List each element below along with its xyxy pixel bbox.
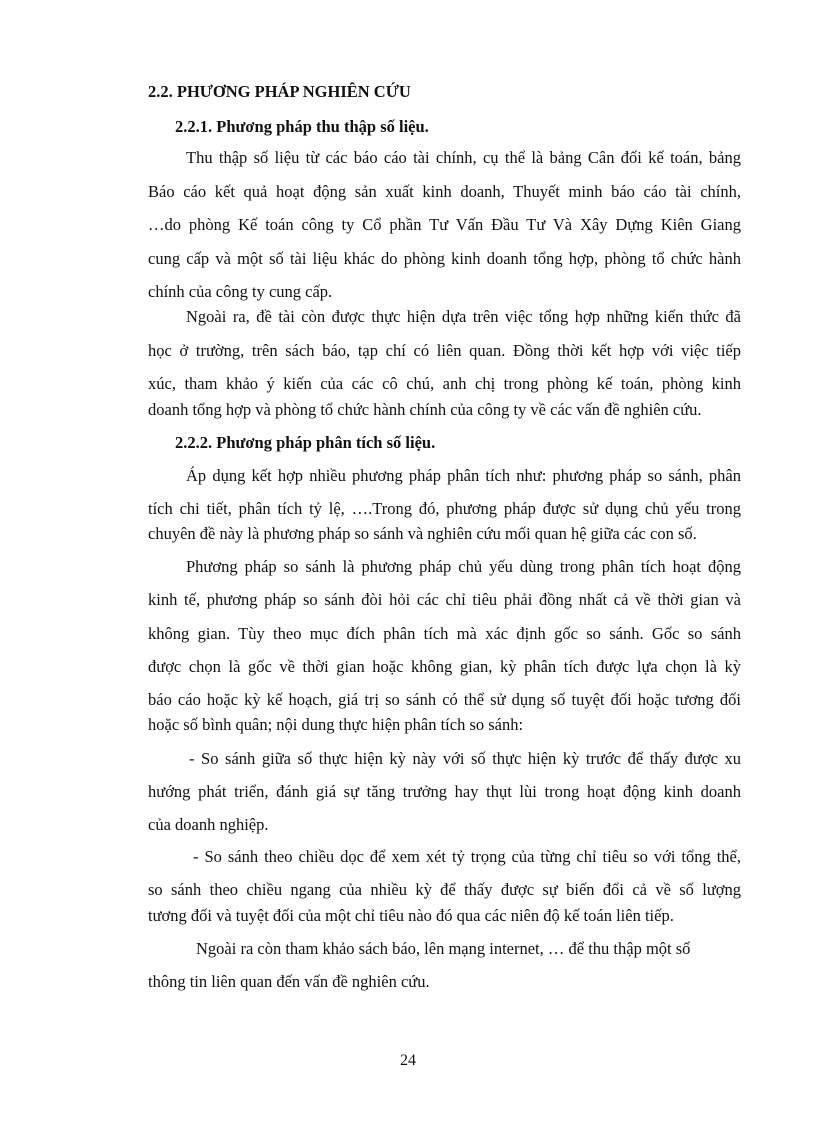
paragraph-line: chính của công ty cung cấp. bbox=[148, 282, 333, 301]
paragraph-line: xúc, tham khảo ý kiến của các cô chú, anh chị trong phòng kế toán, phòng kinh bbox=[148, 374, 741, 393]
paragraph-line: thông tin liên quan đến vấn đề nghiên cứu. bbox=[148, 972, 430, 991]
paragraph-line: cung cấp và một số tài liệu khác do phòng kinh doanh tổng hợp, phòng tổ chức hành bbox=[148, 249, 741, 268]
paragraph-line: Thu thập số liệu từ các báo cáo tài chính, cụ thể là bảng Cân đối kế toán, bảng bbox=[186, 148, 741, 167]
paragraph-line: Áp dụng kết hợp nhiều phương pháp phân tích như: phương pháp so sánh, phân bbox=[186, 466, 741, 485]
bullet-line: so sánh theo chiều ngang của nhiều kỳ để thấy được sự biến đổi cả về số lượng bbox=[148, 880, 741, 899]
paragraph-line: …do phòng Kế toán công ty Cổ phần Tư Vấn Đầu Tư Và Xây Dựng Kiên Giang bbox=[148, 215, 741, 234]
paragraph-line: Ngoài ra, đề tài còn được thực hiện dựa trên việc tổng hợp những kiến thức đã bbox=[186, 307, 741, 326]
paragraph-line: học ở trường, trên sách báo, tạp chí có liên quan. Đồng thời kết hợp với việc tiếp bbox=[148, 341, 741, 360]
paragraph-line: tích chi tiết, phân tích tỷ lệ, ….Trong đó, phương pháp được sử dụng chủ yếu trong bbox=[148, 499, 741, 518]
bullet-line: hướng phát triển, đánh giá sự tăng trưởng hay thụt lùi trong hoạt động kinh doanh bbox=[148, 782, 741, 801]
paragraph-line: không gian. Tùy theo mục đích phân tích mà xác định gốc so sánh. Gốc so sánh bbox=[148, 624, 741, 643]
bullet-line: - So sánh theo chiều dọc để xem xét tỷ trọng của từng chỉ tiêu so với tổng thể, bbox=[193, 847, 741, 866]
paragraph-line: chuyên đề này là phương pháp so sánh và nghiên cứu mối quan hệ giữa các con số. bbox=[148, 524, 697, 543]
paragraph-line: doanh tổng hợp và phòng tổ chức hành chính của công ty về các vấn đề nghiên cứu. bbox=[148, 400, 702, 419]
paragraph-line: được chọn là gốc về thời gian hoặc không gian, kỳ phân tích được lựa chọn là kỳ bbox=[148, 657, 741, 676]
bullet-line: - So sánh giữa số thực hiện kỳ này với số thực hiện kỳ trước để thấy được xu bbox=[189, 749, 741, 768]
bullet-line: tương đối và tuyệt đối của một chỉ tiêu nào đó qua các niên độ kế toán liên tiếp. bbox=[148, 906, 674, 925]
section-heading: 2.2. PHƯƠNG PHÁP NGHIÊN CỨU bbox=[148, 82, 411, 101]
bullet-line: của doanh nghiệp. bbox=[148, 815, 269, 834]
paragraph-line: Phương pháp so sánh là phương pháp chủ yếu dùng trong phân tích hoạt động bbox=[186, 557, 741, 576]
paragraph-line: hoặc số bình quân; nội dung thực hiện phân tích so sánh: bbox=[148, 715, 524, 734]
paragraph-line: Ngoài ra còn tham khảo sách báo, lên mạng internet, … để thu thập một số bbox=[196, 939, 691, 958]
paragraph-line: kinh tế, phương pháp so sánh đòi hỏi các chỉ tiêu phải đồng nhất cả về thời gian và bbox=[148, 590, 741, 609]
subsection-heading-data-collection: 2.2.1. Phương pháp thu thập số liệu. bbox=[175, 117, 429, 136]
paragraph-line: báo cáo hoặc kỳ kế hoạch, giá trị so sánh có thể sử dụng số tuyệt đối hoặc tương đối bbox=[148, 690, 741, 709]
page-number: 24 bbox=[400, 1052, 416, 1069]
subsection-heading-data-analysis: 2.2.2. Phương pháp phân tích số liệu. bbox=[175, 433, 436, 452]
paragraph-line: Báo cáo kết quả hoạt động sản xuất kinh doanh, Thuyết minh báo cáo tài chính, bbox=[148, 182, 741, 201]
